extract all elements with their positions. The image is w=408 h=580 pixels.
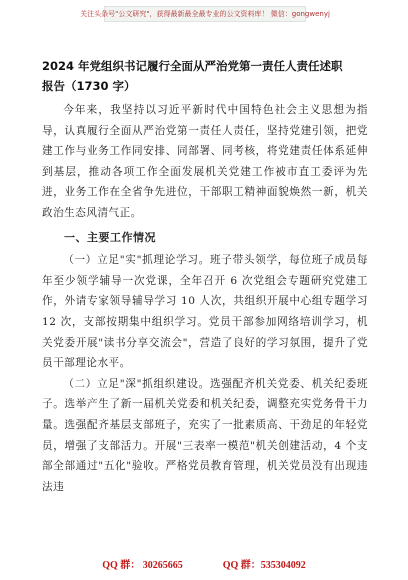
footer-qq-group-2: QQ 群：535304092 <box>222 560 306 571</box>
title-line-2: 报告（1730 字） <box>42 79 136 93</box>
paragraph-organization: （二）立足"深"抓组织建设。选强配齐机关党委、机关纪委班子。选举产生了新一届机关党委和机关纪委，调整充实党务骨干力量。选强配齐基层支部班子，充实了一批素质高、干劲足的年轻党员，增强了支部活力。开展"三表率一模范"机关创建活动，4 个支部全部通过"五化"验收。严格党员教育管理，机关党员没有出现违法违 <box>42 377 368 493</box>
document-title <box>42 56 382 96</box>
title-line-1: 2024 年党组织书记履行全面从严治党第一责任人责任述职 <box>42 59 343 73</box>
intro-paragraph: 今年来，我坚持以习近平新时代中国特色社会主义思想为指导，认真履行全面从严治党第一责任人责任，坚持党建引领，把党建工作与业务工作同安排、同部署、同考核，将党建责任体系延伸到基层，推动各项工作全面发展机关党建工作被市直工委评为先进，业务工作在全省争先进位，干部职工精神面貌焕然一新，机关政治生态风清气正。 <box>42 104 368 219</box>
paragraph-theory-study: （一）立足"实"抓理论学习。班子带头领学，每位班子成员每年至少领学辅导一次党课，全年召开 6 次党组会专题研究党建工作，外请专家领导辅导学习 10 人次，共组织开展中心组专题学习 12 次，支部按期集中组织学习。党员干部参加网络培训学习，机关党委开展"读书分享交流会"，营造了良好的学习氛围，提升了党员干部理论水平。 <box>42 254 368 370</box>
section-heading: 一、主要工作情况 <box>64 230 156 244</box>
header-banner: 关注头条号"公文研究"，获得最新最全最专业的公文资料库！ 微信：gongwenyj <box>104 6 306 22</box>
document-body <box>42 100 368 497</box>
footer-qq-group-1: QQ 群： 30265665 <box>102 560 183 571</box>
footer-contacts <box>0 556 408 571</box>
